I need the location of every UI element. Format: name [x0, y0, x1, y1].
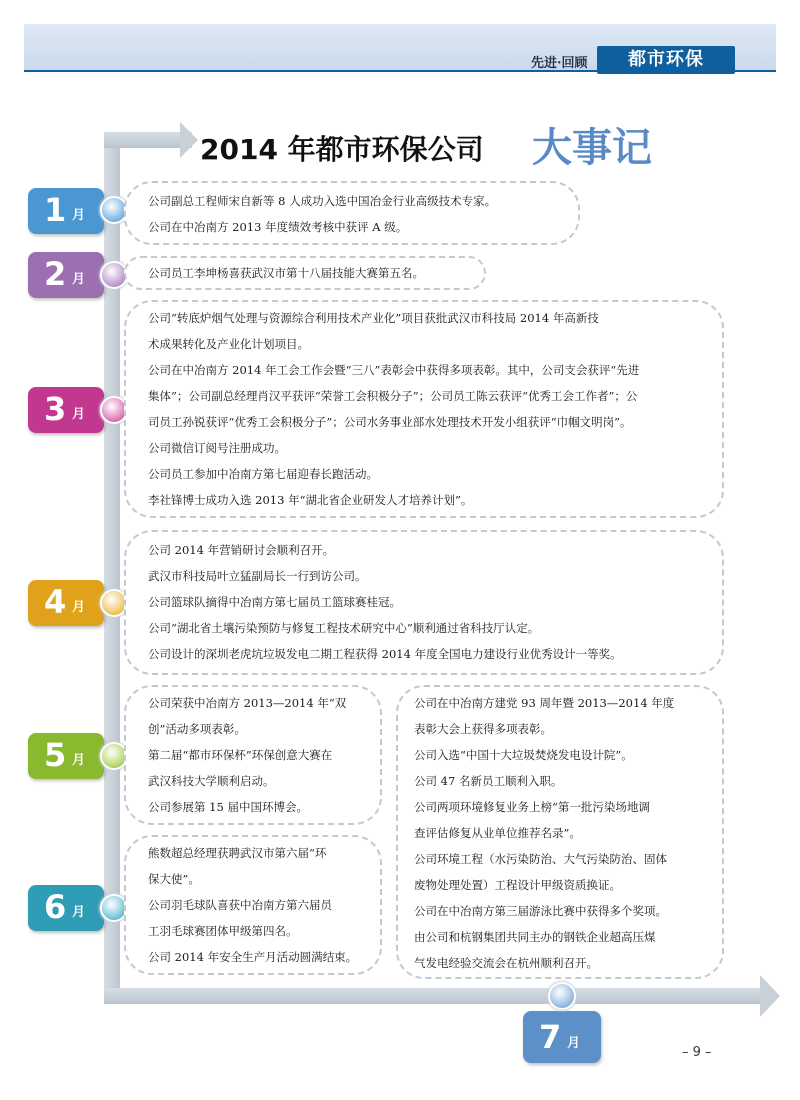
- month-badge-2: [28, 252, 104, 298]
- event-item: 公司在中冶南方第三届游泳比赛中获得多个奖项。: [414, 904, 667, 918]
- timeline-dot-5: [102, 744, 126, 768]
- month-number: 6: [44, 888, 67, 926]
- month-badge-1: [28, 188, 104, 234]
- event-item: 李社锋博士成功入选 2013 年“湖北省企业研发人才培养计划”。: [148, 493, 473, 507]
- events-june: [124, 835, 382, 975]
- timeline-rail-top: [104, 132, 192, 148]
- month-unit: 月: [72, 407, 86, 422]
- event-item: 公司设计的深圳老虎坑垃圾发电二期工程获得 2014 年度全国电力建设行业优秀设计一等奖。: [148, 647, 622, 661]
- page-title: [200, 116, 700, 176]
- month-number: 7: [539, 1018, 562, 1056]
- event-item: 武汉科技大学顺利启动。: [148, 774, 275, 788]
- month-badge-6: [28, 885, 104, 931]
- event-item: 由公司和杭钢集团共同主办的钢铁企业超高压煤: [414, 930, 656, 944]
- event-item: 第二届“都市环保杯”环保创意大赛在: [148, 748, 333, 762]
- event-item: 公司羽毛球队喜获中冶南方第六届员: [148, 898, 332, 912]
- event-item: 公司在中冶南方 2014 年工会工作会暨“三八”表彰会中获得多项表彰。其中，公司支会获评“先进: [148, 363, 640, 377]
- event-list: [148, 305, 704, 513]
- event-item: 公司 2014 年安全生产月活动圆满结束。: [148, 950, 358, 964]
- event-item: 查评估修复从业单位推荐名录”。: [414, 826, 581, 840]
- timeline-dot-7: [550, 984, 574, 1008]
- timeline-dot-2: [102, 263, 126, 287]
- event-list: [414, 690, 704, 976]
- timeline-dot-1: [102, 198, 126, 222]
- event-item: 创”活动多项表彰。: [148, 722, 246, 736]
- event-item: 工羽毛球赛团体甲级第四名。: [148, 924, 298, 938]
- event-item: 公司“湖北省土壤污染预防与修复工程技术研究中心”顺利通过省科技厅认定。: [148, 621, 540, 635]
- month-number: 2: [44, 255, 67, 293]
- timeline-dot-6: [102, 896, 126, 920]
- event-item: 公司“转底炉烟气处理与资源综合利用技术产业化”项目获批武汉市科技局 2014 年高新技: [148, 311, 599, 325]
- month-badge-3: [28, 387, 104, 433]
- month-number: 3: [44, 390, 67, 428]
- magazine-logo: 都市环保: [597, 46, 735, 74]
- events-april: [124, 530, 724, 675]
- event-item: 公司参展第 15 届中国环博会。: [148, 800, 308, 814]
- event-item: 公司篮球队摘得中冶南方第七届员工篮球赛桂冠。: [148, 595, 401, 609]
- events-july: [396, 685, 724, 979]
- event-list: [148, 188, 560, 240]
- event-item: 公司两项环境修复业务上榜“第一批污染场地调: [414, 800, 650, 814]
- event-list: [148, 260, 466, 286]
- timeline-dot-4: [102, 591, 126, 615]
- event-item: 武汉市科技局叶立猛副局长一行到访公司。: [148, 569, 367, 583]
- month-number: 5: [44, 736, 67, 774]
- timeline-dot-3: [102, 398, 126, 422]
- event-item: 公司入选“中国十大垃圾焚烧发电设计院”。: [414, 748, 633, 762]
- event-list: [148, 537, 704, 667]
- event-item: 公司在中冶南方 2013 年度绩效考核中获评 A 级。: [148, 220, 408, 234]
- month-number: 1: [44, 191, 67, 229]
- events-january: [124, 181, 580, 245]
- section-label: 先进·回顾: [531, 56, 588, 71]
- event-item: 公司荣获中冶南方 2013—2014 年“双: [148, 696, 347, 710]
- month-unit: 月: [567, 1036, 581, 1051]
- event-item: 公司 47 名新员工顺利入职。: [414, 774, 563, 788]
- event-list: [148, 690, 362, 820]
- page-number: – 9 –: [682, 1045, 712, 1060]
- month-unit: 月: [72, 905, 86, 920]
- event-item: 公司环境工程（水污染防治、大气污染防治、固体: [414, 852, 667, 866]
- month-badge-5: [28, 733, 104, 779]
- event-item: 公司 2014 年营销研讨会顺利召开。: [148, 543, 335, 557]
- event-item: 保大使”。: [148, 872, 200, 886]
- event-item: 公司员工参加中冶南方第七届迎春长跑活动。: [148, 467, 378, 481]
- month-badge-7: [523, 1011, 601, 1063]
- event-item: 公司员工李坤杨喜获武汉市第十八届技能大赛第五名。: [148, 266, 424, 280]
- event-item: 集体”；公司副总经理肖汉平获评“荣誉工会积极分子”；公司员工陈云获评“优秀工会工作者”；公: [148, 389, 638, 403]
- event-item: 术成果转化及产业化计划项目。: [148, 337, 309, 351]
- month-unit: 月: [72, 753, 86, 768]
- event-item: 气发电经验交流会在杭州顺利召开。: [414, 956, 598, 970]
- event-item: 熊数超总经理获聘武汉市第六届“环: [148, 846, 327, 860]
- event-item: 公司副总工程师宋自新等 8 人成功入选中国冶金行业高级技术专家。: [148, 194, 497, 208]
- arrow-right-icon: [760, 975, 780, 1017]
- events-may: [124, 685, 382, 825]
- month-number: 4: [44, 583, 67, 621]
- month-unit: 月: [72, 600, 86, 615]
- events-march: [124, 300, 724, 518]
- event-item: 公司微信订阅号注册成功。: [148, 441, 286, 455]
- month-badge-4: [28, 580, 104, 626]
- title-main: 2014 年都市环保公司: [200, 133, 484, 166]
- event-item: 公司在中冶南方建党 93 周年暨 2013—2014 年度: [414, 696, 675, 710]
- title-accent: 大事记: [532, 124, 652, 171]
- timeline-rail-bottom: [104, 988, 764, 1004]
- event-item: 表彰大会上获得多项表彰。: [414, 722, 552, 736]
- event-item: 司员工孙锐获评“优秀工会积极分子”；公司水务事业部水处理技术开发小组获评“巾帼文明岗”。: [148, 415, 632, 429]
- arrow-left-icon: [180, 122, 198, 158]
- event-list: [148, 840, 362, 970]
- month-unit: 月: [72, 208, 86, 223]
- month-unit: 月: [72, 272, 86, 287]
- event-item: 废物处理处置）工程设计甲级资质换证。: [414, 878, 621, 892]
- events-february: [124, 256, 486, 290]
